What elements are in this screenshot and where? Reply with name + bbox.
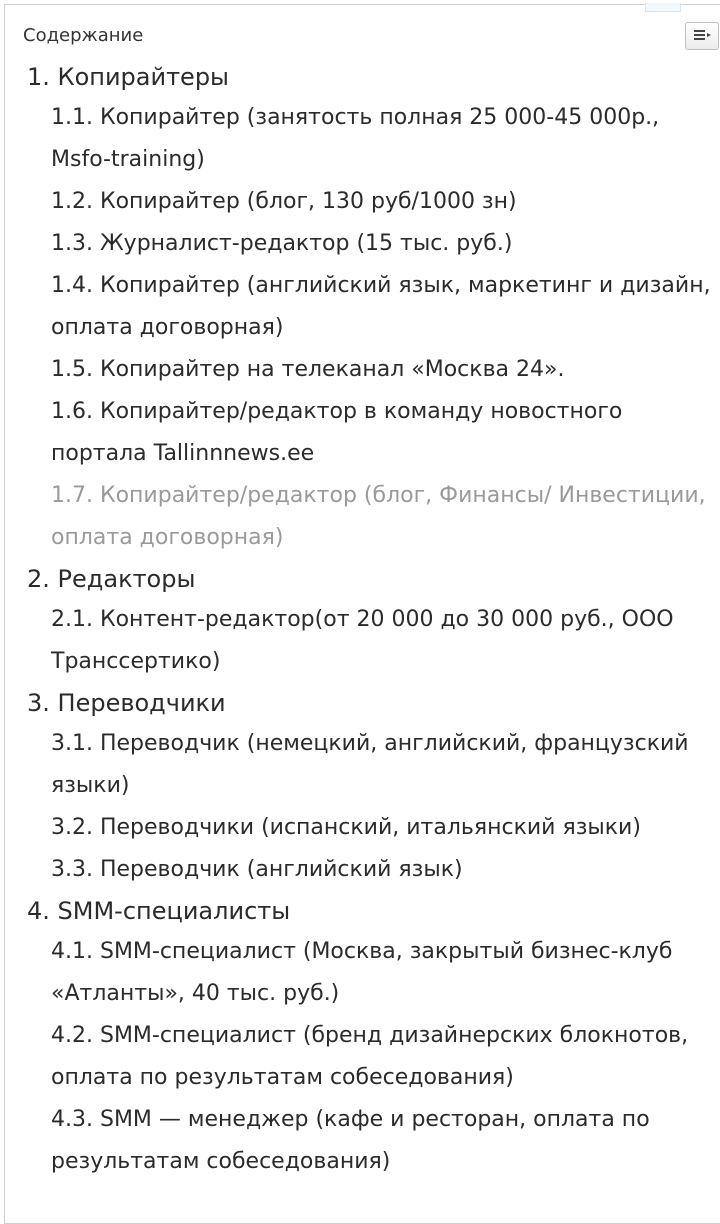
toc-list	[5, 57, 720, 1183]
toc-item-link[interactable]: 1.6. Копирайтер/редактор в команду новостного портала Tallinnnews.ee	[51, 399, 623, 466]
toc-item-link[interactable]: 1.4. Копирайтер (английский язык, маркетинг и дизайн, оплата договорная)	[51, 273, 711, 340]
toc-item-link[interactable]: 4.2. SMM-специалист (бренд дизайнерских блокнотов, оплата по результатам собеседования)	[51, 1023, 689, 1090]
toc-sub-list	[5, 97, 720, 559]
toc-item-link[interactable]: 1.3. Журналист-редактор (15 тыс. руб.)	[51, 231, 513, 256]
toc-section-link[interactable]: 4. SMM-специалисты	[27, 897, 291, 925]
toc-section	[5, 683, 720, 891]
toc-sub-list	[5, 599, 720, 683]
toc-sub-list	[5, 931, 720, 1183]
toc-item-link[interactable]: 3.2. Переводчики (испанский, итальянский языки)	[51, 815, 641, 840]
toc-item-link[interactable]: 4.3. SMM — менеджер (кафе и ресторан, оплата по результатам собеседования)	[51, 1107, 650, 1174]
table-of-contents	[4, 4, 720, 1224]
list-toggle-icon	[694, 29, 712, 43]
toc-toggle-button[interactable]	[685, 22, 719, 50]
toc-item-link[interactable]: 1.7. Копирайтер/редактор (блог, Финансы/ Инвестиции, оплата договорная)	[51, 483, 706, 550]
toc-item-link[interactable]: 1.2. Копирайтер (блог, 130 руб/1000 зн)	[51, 189, 517, 214]
toc-item-link[interactable]: 4.1. SMM-специалист (Москва, закрытый бизнес-клуб «Атланты», 40 тыс. руб.)	[51, 939, 673, 1006]
toc-section-link[interactable]: 3. Переводчики	[27, 689, 226, 717]
top-edge-decoration	[645, 3, 681, 12]
toc-item-link[interactable]: 2.1. Контент-редактор(от 20 000 до 30 000 руб., ООО Транссертико)	[51, 607, 674, 674]
toc-section	[5, 559, 720, 683]
toc-section-link[interactable]: 1. Копирайтеры	[27, 63, 230, 91]
toc-section-link[interactable]: 2. Редакторы	[27, 565, 196, 593]
toc-item-link[interactable]: 1.5. Копирайтер на телеканал «Москва 24».	[51, 357, 565, 382]
toc-sub-list	[5, 723, 720, 891]
toc-item-link[interactable]: 3.1. Переводчик (немецкий, английский, французский языки)	[51, 731, 689, 798]
toc-item-link[interactable]: 3.3. Переводчик (английский язык)	[51, 857, 463, 882]
toc-header: Содержание	[23, 25, 144, 46]
toc-section	[5, 57, 720, 559]
toc-section	[5, 891, 720, 1183]
toc-item-link[interactable]: 1.1. Копирайтер (занятость полная 25 000-45 000р., Msfo-training)	[51, 105, 660, 172]
